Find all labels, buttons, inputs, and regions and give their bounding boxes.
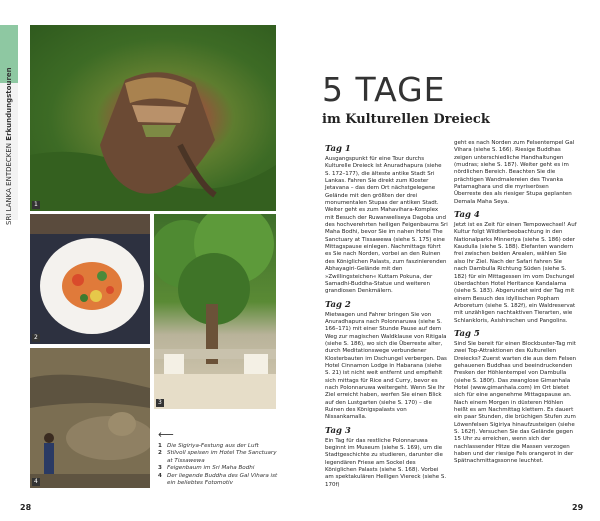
spine-label xyxy=(1,25,17,225)
buddha-illustration xyxy=(30,348,150,488)
page-subtitle: im Kulturellen Dreieck xyxy=(322,112,490,127)
photo-fig-tree xyxy=(154,214,276,409)
day-paragraph: Ausgangspunkt für eine Tour durchs Kulturelle Dreieck ist Anuradhapura (siehe S. 172–177), die älteste antike Stadt Sri Lankas. Fahren Sie direkt zum Kloster Jetavana – das dem Ort nächstgelegene Gelände mit den größten der drei monumentalen Stupas der antiken Stadt. Weiter geht es zum Mahavihara-Komplex mit Besuch der Ruwanweliseya Dagoba und des hochverehrten heiligen Feigenbaums Sri Maha Bodhi, bevor Sie im nahen Hotel The Sanctuary at Tissawewa (siehe S. 175) eine Mittagspause einlegen. Nachmittags führt es Sie nach Norden, vorbei an den Ruinen des Königlichen Palasts, zum faszinierenden Abhayagiri-Gelände mit den »Zwillingsteichen« Kuttam Pokuna, der Samadhi-Buddha-Statue und weiteren grandiosen Denkmälern. xyxy=(325,156,448,295)
photo-number: 2 xyxy=(34,334,38,341)
day-heading: Tag 3 xyxy=(325,425,351,436)
sigiriya-illustration xyxy=(30,25,276,211)
photo-number: 1 xyxy=(34,201,38,208)
photo-captions xyxy=(158,443,280,487)
caption-item: 1 Die Sigiriya-Festung aus der Luft xyxy=(158,443,259,449)
fig-tree-illustration xyxy=(154,214,276,409)
spine-title: Erkundungstouren xyxy=(5,67,13,141)
chapter-spine xyxy=(0,25,18,225)
caption-item: 3 Feigenbaum im Sri Maha Bodhi xyxy=(158,465,255,472)
photo-reclining-buddha xyxy=(30,348,150,488)
spine-section: SRI LANKA ENTDECKEN xyxy=(5,142,13,225)
day-paragraph: Sind Sie bereit für einen Blockbuster-Tag mit zwei Top-Attraktionen des Kulturellen Dreiecks? Zuerst warten die aus dem Felsen gehauenen Buddhas und beeindruckenden Fresken der Höhlentempel von Dambulla (siehe S. 180f). Das zwanglose Gimanhala Hotel (www.gimanhala.com) im Ort bietet sich für eine angenehme Mittagspause an. Nach einem Morgen in düsteren Höhlen heißt es am Nachmittag klettern. Es dauert ein paar Stunden, die brüchigen Stufen zum Löwenfelsen Sigiriya hinaufzusteigen (siehe S. 162f). Versuchen Sie das Gelände gegen 15 Uhr zu erreichen, wenn sich der nachlassender Hitze die Massen verzogen haben und der riesige Fels orangerot in der Spätnachmittagssonne leuchtet. xyxy=(454,340,577,465)
page-number-left: 28 xyxy=(20,503,32,512)
caption-item: 4 Der liegende Buddha des Gal Vihara ist ein beliebtes Fotomotiv xyxy=(158,472,278,487)
day-paragraph: geht es nach Norden zum Felsentempel Gal Vihara (siehe S. 166). Riesige Buddhas zeigen unterschiedliche Handhaltungen (mudras; siehe S. 187). Weiter geht es im nördlichen Bereich. Beachten Sie die prächtigen Wandmalereien des Tivanka Patamaghara und die myriserösen Überreste des als riesiger Stupa geplanten Demala Maha Seya. xyxy=(454,140,575,205)
food-plate-illustration xyxy=(30,214,150,344)
page-title: 5 TAGE xyxy=(322,70,446,109)
caption-item: 2 Stilvoll speisen im Hotel The Sanctuary at Tissawewa xyxy=(158,450,277,464)
photo-food-plate xyxy=(30,214,150,344)
day-paragraph: Jetzt ist es Zeit für einen Tempowechsel! Auf Kultur folgt Wildtierbeobachtung in den Nationalparks Minneriya (siehe S. 186) oder Kaudulla (siehe S. 188). Elefanten wandern frei zwischen beiden Arealen, wählen Sie also Ihr Ziel. Nach der Safari fahren Sie nach Dambulla Richtung Süden (siehe S. 182) für ein Mittagessen im vom Dschungel überdachten Hotel Heritance Kandalama (siehe S. 183). Abgerundet wird der Tag mit einem Besuch des idyllischen Popham Arboretum (siehe S. 182f), ein Waldreservat mit unzähligen nachtaktiven Tierarten, wie Schlankloris, Axishirschen und Pangolins. xyxy=(454,222,577,324)
text-column-right xyxy=(454,140,577,468)
day-heading: Tag 2 xyxy=(325,299,351,310)
arrow-left-icon: ⟵ xyxy=(158,428,174,441)
day-paragraph: Mietwagen und Fahrer bringen Sie von Anuradhapura nach Polonnaruwa (siehe S. 166–171) mit einer Stunde Pause auf dem Weg zur magischen Waldklause von Ritigala (siehe S. 186), wo sich die Überreste alter, durch Meditationswege verbundener Klosterbauten im Dschungel verbergen. Das Hotel Cinnamon Lodge in Habarana (siehe S. 21) ist nicht weit entfernt und empfiehlt sich mittags für Rice and Curry, bevor es nach Polonnaruwa weitergeht. Wenn Sie Ihr Ziel erreicht haben, werfen Sie einen Blick auf den Lustgarten (siehe S. 170) – die Ruinen des Königspalasts von Nissankamalla. xyxy=(325,311,447,421)
day-heading: Tag 4 xyxy=(454,210,480,221)
page-number-right: 29 xyxy=(572,503,584,512)
day-paragraph: Ein Tag für das restliche Polonnaruwa beginnt im Museum (siehe S. 169), um die Stadtgeschichte zu studieren, darunter die legendären Friese am Sockel des Königlichen Palasts (siehe S. 168). Vorbei am spektakulären Heiligen Viereck (siehe S. 170f) xyxy=(325,437,447,488)
photo-sigiriya-aerial xyxy=(30,25,276,211)
photo-number: 3 xyxy=(158,399,162,406)
day-heading: Tag 5 xyxy=(454,328,480,339)
day-heading: Tag 1 xyxy=(325,144,351,154)
text-column-left xyxy=(325,140,448,491)
photo-number: 4 xyxy=(34,478,38,485)
